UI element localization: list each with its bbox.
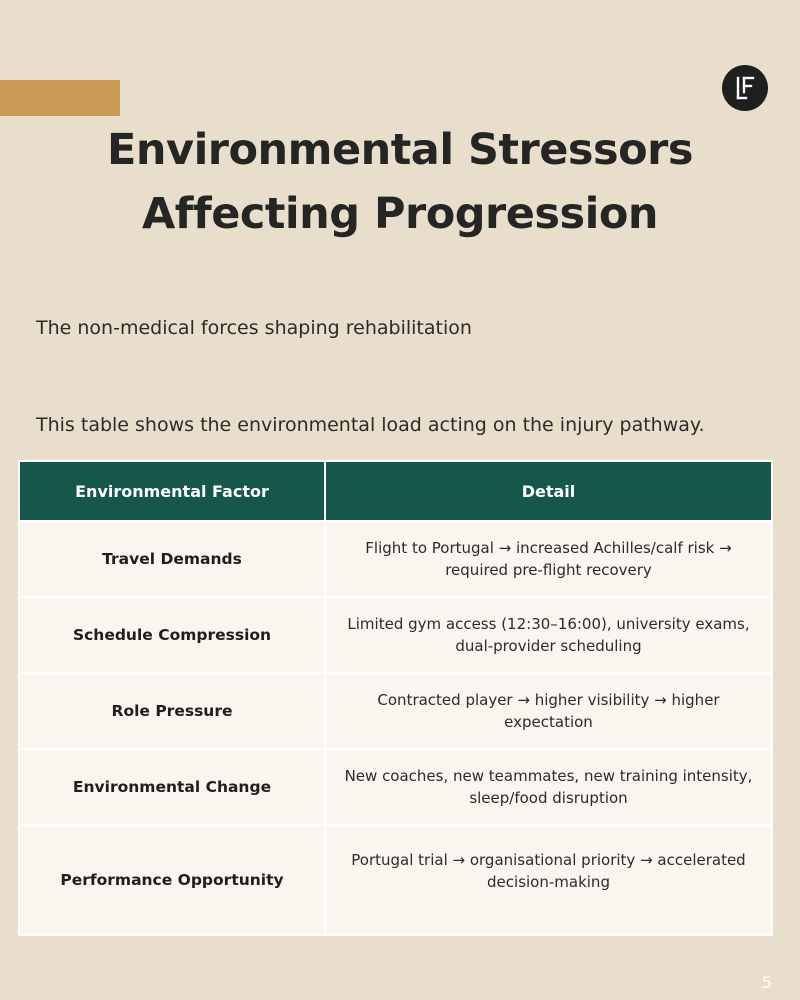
factor-cell: Schedule Compression <box>19 597 325 673</box>
factor-cell: Performance Opportunity <box>19 825 325 935</box>
title-line-1: Environmental Stressors <box>107 125 693 175</box>
accent-bar <box>0 80 120 116</box>
table-header-row <box>19 461 772 521</box>
page-title <box>0 118 800 246</box>
factor-cell: Role Pressure <box>19 673 325 749</box>
column-header-factor: Environmental Factor <box>19 461 325 521</box>
detail-cell: Limited gym access (12:30–16:00), university exams, dual-provider scheduling <box>325 597 772 673</box>
detail-cell: Contracted player → higher visibility → higher expectation <box>325 673 772 749</box>
page-number: 5 <box>761 973 772 992</box>
detail-cell: New coaches, new teammates, new training intensity, sleep/food disruption <box>325 749 772 825</box>
column-header-detail: Detail <box>325 461 772 521</box>
table-row <box>19 673 772 749</box>
detail-cell: Portugal trial → organisational priority → accelerated decision-making <box>325 825 772 935</box>
table-row <box>19 521 772 597</box>
subtitle: The non-medical forces shaping rehabilitation <box>36 317 472 339</box>
intro-text: This table shows the environmental load acting on the injury pathway. <box>36 414 705 436</box>
environmental-factors-table <box>18 460 773 936</box>
factor-cell: Environmental Change <box>19 749 325 825</box>
lf-monogram-icon <box>722 65 768 111</box>
table-row <box>19 749 772 825</box>
table-row <box>19 597 772 673</box>
detail-cell: Flight to Portugal → increased Achilles/calf risk → required pre-flight recovery <box>325 521 772 597</box>
logo <box>722 65 768 111</box>
factor-cell: Travel Demands <box>19 521 325 597</box>
table-row <box>19 825 772 935</box>
title-line-2: Affecting Progression <box>142 189 658 239</box>
